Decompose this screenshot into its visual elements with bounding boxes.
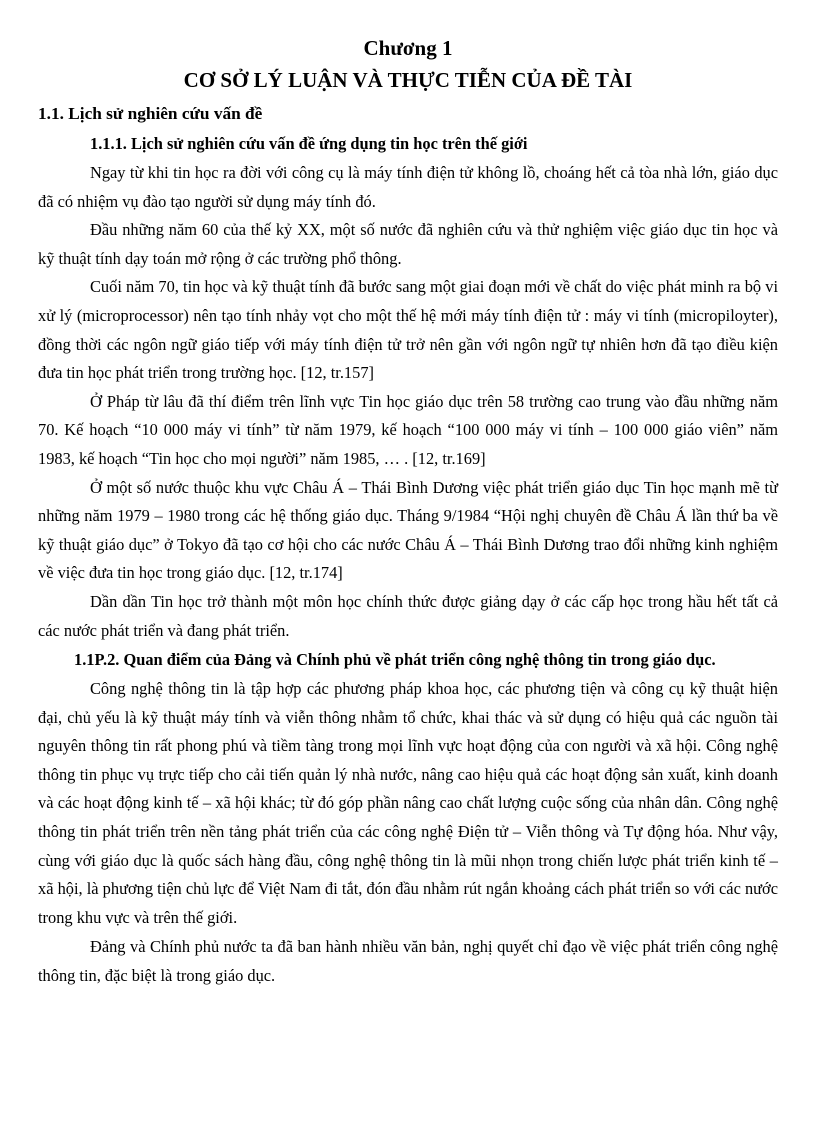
subsection-heading-1-1-2: 1.1P.2. Quan điểm của Đảng và Chính phủ về phát triển công nghệ thông tin trong giáo dục. — [74, 650, 716, 670]
document-page — [38, 33, 778, 991]
section-heading-1-1: 1.1. Lịch sử nghiên cứu vấn đề — [38, 104, 263, 123]
subsection-heading-1-1-1: 1.1.1. Lịch sử nghiên cứu vấn đề ứng dụng tin học trên thế giới — [90, 134, 528, 153]
paragraph: Ở một số nước thuộc khu vực Châu Á – Thái Bình Dương việc phát triển giáo dục Tin học mạnh mẽ từ những năm 1979 – 1980 trong các hệ thống giáo dục. Tháng 9/1984 “Hội nghị chuyên đề Châu Á lần thứ ba về kỹ thuật giáo dục” ở Tokyo đã tạo cơ hội cho các nước Châu Á – Thái Bình Dương trao đổi những kinh nghiệm về việc đưa tin học trong giáo dục. [12, tr.174] — [38, 477, 778, 583]
paragraph: Đầu những năm 60 của thế kỷ XX, một số nước đã nghiên cứu và thử nghiệm việc giáo dục tin học và kỹ thuật tính dạy toán mở rộng ở các trường phổ thông. — [38, 220, 778, 268]
paragraph: Ngay từ khi tin học ra đời với công cụ là máy tính điện tử không lồ, choáng hết cả tòa nhà lớn, giáo dục đã có nhiệm vụ đào tạo người sử dụng máy tính đó. — [38, 163, 778, 211]
paragraph: Đảng và Chính phủ nước ta đã ban hành nhiều văn bản, nghị quyết chỉ đạo về việc phát triển công nghệ thông tin, đặc biệt là trong giáo dục. — [38, 937, 778, 986]
paragraph: Ở Pháp từ lâu đã thí điểm trên lĩnh vực Tin học giáo dục trên 58 trường cao trung vào đầu những năm 70. Kế hoạch “10 000 máy vi tính” từ năm 1979, kế hoạch “100 000 máy vi tính – 100 000 giáo viên” năm 1983, kế hoạch “Tin học cho mọi người” năm 1985, … . [12, tr.169] — [38, 391, 778, 468]
paragraph: Công nghệ thông tin là tập hợp các phương pháp khoa học, các phương tiện và công cụ kỹ thuật hiện đại, chủ yếu là kỹ thuật máy tính và viễn thông nhằm tổ chức, khai thác và sử dụng có hiệu quả các nguồn tài nguyên thông tin rất phong phú và tiềm tàng trong mọi lĩnh vực hoạt động của con người và xã hội. Công nghệ thông tin phục vụ trực tiếp cho cải tiến quản lý nhà nước, nâng cao hiệu quả các hoạt động sản xuất, kinh doanh và các hoạt động kinh tế – xã hội khác; từ đó góp phần nâng cao chất lượng cuộc sống của nhân dân. Công nghệ thông tin phát triển trên nền tảng phát triển của các công nghệ Điện tử – Viễn thông và Tự động hóa. Như vậy, cùng với giáo dục là quốc sách hàng đầu, công nghệ thông tin là mũi nhọn trong chiến lược phát triển kinh tế – xã hội, là phương tiện chủ lực để Việt Nam đi tắt, đón đầu nhằm rút ngắn khoảng cách phát triển so với các nước trong khu vực và trên thế giới. — [38, 679, 778, 927]
chapter-number: Chương 1 — [363, 36, 453, 60]
chapter-title: CƠ SỞ LÝ LUẬN VÀ THỰC TIỄN CỦA ĐỀ TÀI — [183, 68, 633, 92]
paragraph: Cuối năm 70, tin học và kỹ thuật tính đã bước sang một giai đoạn mới về chất do việc phát minh ra bộ vi xử lý (microprocessor) nên tạo tính nhảy vọt cho một thế hệ mới máy tính điện tử : máy vi tính (micropiloyter), đồng thời các ngôn ngữ giáo tiếp với máy tính điện tử trở nên gần với ngôn ngữ tự nhiên hơn đã tạo điều kiện đưa tin học phát triển trong trường học. [12, tr.157] — [38, 277, 778, 383]
paragraph: Dần dần Tin học trở thành một môn học chính thức được giảng dạy ở các cấp học trong hầu hết tất cả các nước phát triển và đang phát triển. — [38, 591, 778, 640]
